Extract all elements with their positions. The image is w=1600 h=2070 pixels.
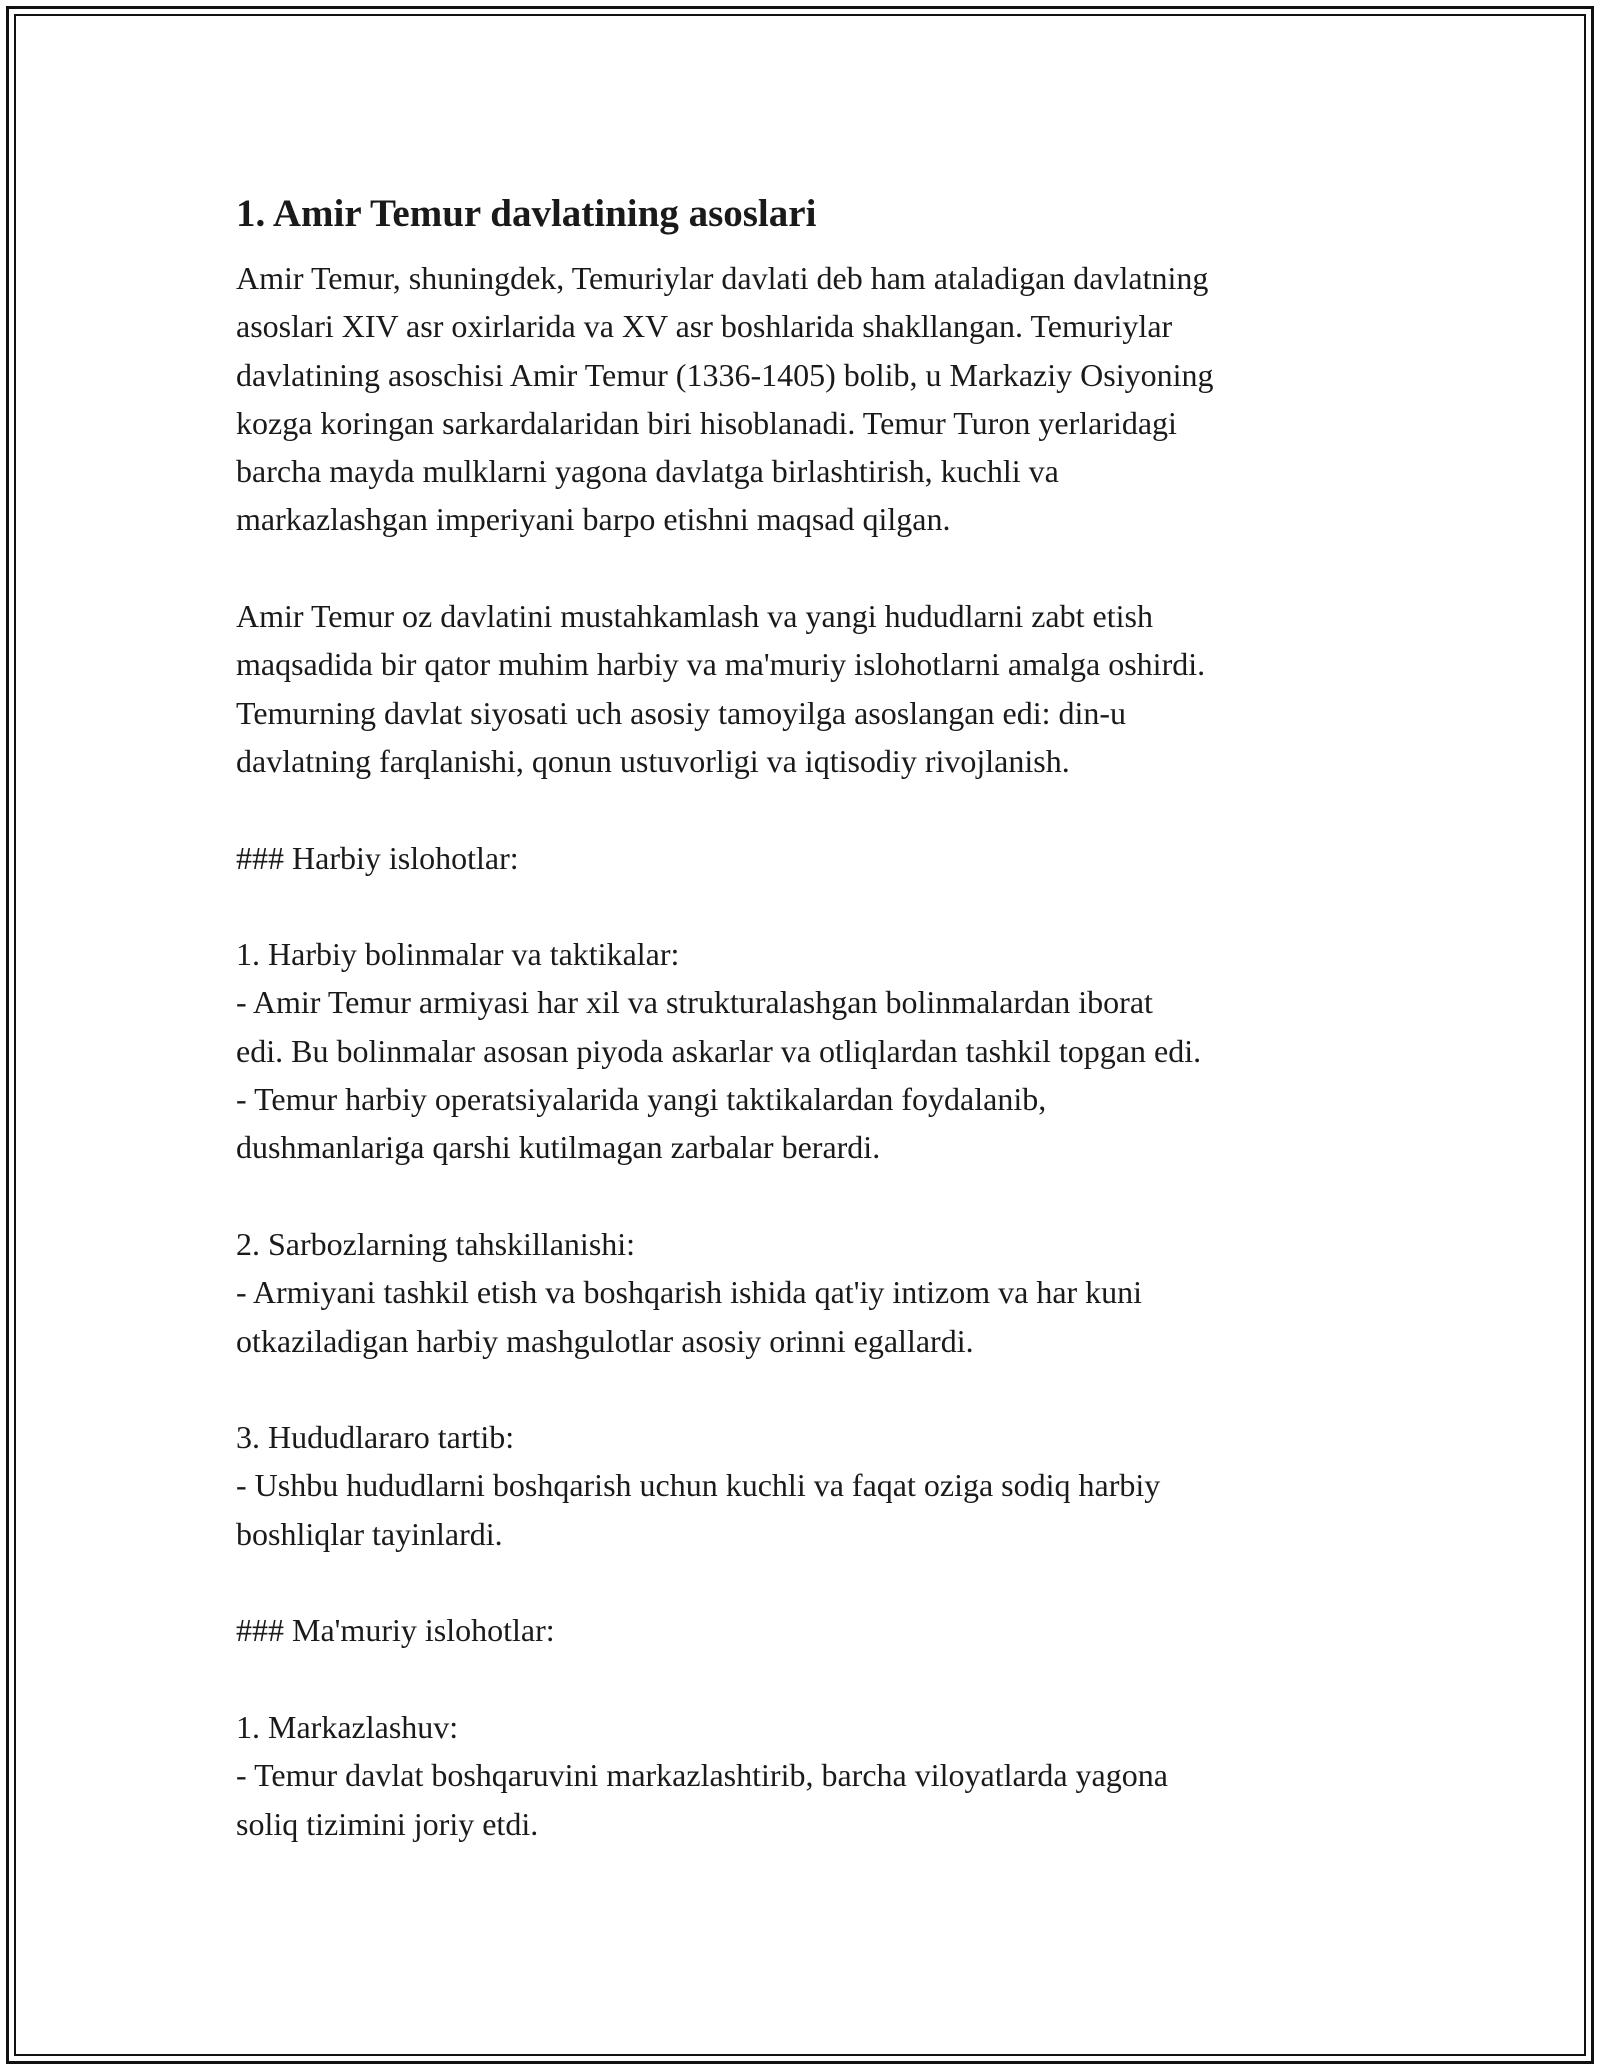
paragraph-spacer <box>236 1172 1376 1220</box>
section-heading-administrative: ### Ma'muriy islohotlar: <box>236 1612 555 1649</box>
document-body <box>236 186 1376 1848</box>
intro-paragraph: Amir Temur, shuningdek, Temuriylar davlati deb ham ataladigan davlatning asoslari XIV asr oxirlarida va XV asr boshlarida shakllangan. Temuriylar davlatining asoschisi Amir Temur (1336-1405) bolib, u Markaziy Osiyoning kozga koringan sarkardalaridan biri hisoblanadi. Temur Turon yerlaridagi barcha mayda mulklarni yagona davlatga birlashtirish, kuchli va markazlashgan imperiyani barpo etishni maqsad qilgan. <box>236 260 1214 538</box>
paragraph-spacer <box>236 1558 1376 1606</box>
policy-paragraph: Amir Temur oz davlatini mustahkamlash va yangi hududlarni zabt etish maqsadida bir qator muhim harbiy va ma'muriy islohotlarni amalga oshirdi. Temurning davlat siyosati uch asosiy tamoyilga asoslangan edi: din-u davlatning farqlanishi, qonun ustuvorligi va iqtisodiy rivojlanish. <box>236 598 1206 779</box>
paragraph-spacer <box>236 882 1376 930</box>
section-heading-military: ### Harbiy islohotlar: <box>236 839 519 876</box>
list-item-military-units: 1. Harbiy bolinmalar va taktikalar: - Amir Temur armiyasi har xil va strukturalashgan bolinmalardan iborat edi. Bu bolinmalar asosan piyoda askarlar va otliqlardan tashkil topgan edi. - Temur harbiy operatsiyalarida yangi taktikalardan foydalanib, dushmanlariga qarshi kutilmagan zarbalar berardi. <box>236 936 1202 1166</box>
paragraph-spacer <box>236 1655 1376 1703</box>
paragraph-spacer <box>236 785 1376 833</box>
document-title: 1. Amir Temur davlatining asoslari <box>236 192 817 235</box>
list-item-soldiers-organization: 2. Sarbozlarning tahskillanishi: - Armiyani tashkil etish va boshqarish ishida qat'iy intizom va har kuni otkaziladigan harbiy mashgulotlar asosiy orinni egallardi. <box>236 1225 1143 1359</box>
paragraph-spacer <box>236 1365 1376 1413</box>
list-item-centralization: 1. Markazlashuv: - Temur davlat boshqaruvini markazlashtirib, barcha viloyatlarda yagona soliq tizimini joriy etdi. <box>236 1708 1168 1842</box>
list-item-interregional-order: 3. Hududlararo tartib: - Ushbu hududlarni boshqarish uchun kuchli va faqat oziga sodiq harbiy boshliqlar tayinlardi. <box>236 1419 1161 1552</box>
paragraph-spacer <box>236 544 1376 592</box>
